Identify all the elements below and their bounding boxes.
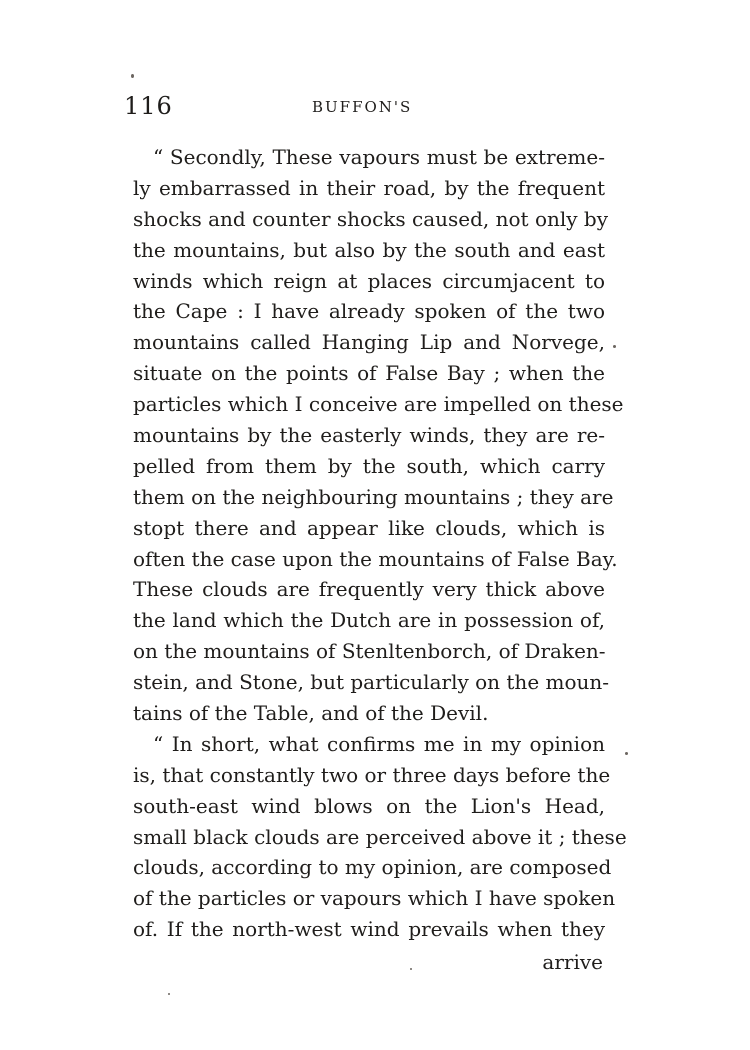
text-line: mountains called Hanging Lip and Norvege, — [133, 330, 605, 355]
text-line: south-east wind blows on the Lion's Head, — [133, 793, 605, 818]
text-line: of the particles or vapours which I have spoken — [133, 886, 616, 911]
page-header — [124, 92, 604, 122]
paragraph-1 — [133, 142, 624, 729]
text-line: the land which the Dutch are in possession of, — [133, 608, 605, 633]
text-line: shocks and counter shocks caused, not only by — [133, 206, 609, 231]
text-line: These clouds are frequently very thick above — [133, 577, 605, 602]
ink-speck — [613, 345, 616, 348]
page-number: 116 — [124, 92, 173, 120]
text-line: tains of the Table, and of the Devil. — [133, 701, 489, 726]
text-line: “ In short, what confirms me in my opinion — [153, 731, 605, 756]
text-line: the Cape : I have already spoken of the two — [133, 299, 605, 324]
text-line: clouds, according to my opinion, are composed — [133, 855, 612, 880]
paragraph-2 — [133, 729, 627, 945]
text-line: of. If the north-west wind prevails when they — [133, 917, 605, 942]
text-line: ly embarrassed in their road, by the frequent — [133, 175, 605, 200]
text-line: winds which reign at places circumjacent to — [133, 268, 605, 293]
text-line: “ Secondly, These vapours must be extreme- — [153, 145, 605, 169]
text-line: particles which I conceive are impelled on these — [133, 392, 624, 417]
ink-speck — [131, 74, 134, 78]
text-line: stopt there and appear like clouds, which is — [133, 515, 605, 540]
text-line: pelled from them by the south, which carry — [133, 453, 605, 478]
body-text — [133, 142, 627, 945]
text-line: often the case upon the mountains of False Bay. — [133, 546, 618, 571]
text-line: them on the neighbouring mountains ; they are — [133, 484, 614, 509]
ink-speck — [168, 993, 170, 995]
text-line: the mountains, but also by the south and east — [133, 237, 605, 262]
text-line: situate on the points of False Bay ; when the — [133, 361, 605, 386]
ink-speck — [410, 968, 412, 970]
text-line: on the mountains of Stenltenborch, of Draken- — [133, 639, 606, 664]
text-line: is, that constantly two or three days before the — [133, 762, 611, 787]
catchword: arrive — [542, 950, 603, 974]
ink-speck — [625, 752, 628, 755]
text-line: small black clouds are perceived above it ; these — [133, 824, 627, 849]
text-line: stein, and Stone, but particularly on the moun- — [133, 670, 610, 695]
running-head: BUFFON'S — [312, 98, 413, 116]
text-line: mountains by the easterly winds, they are re- — [133, 423, 605, 448]
